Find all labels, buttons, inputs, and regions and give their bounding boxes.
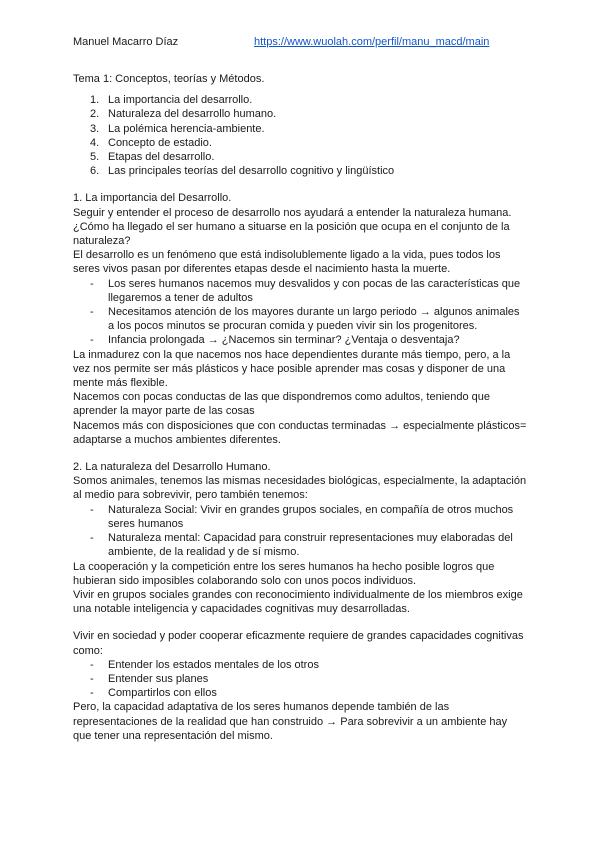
author-name: Manuel Macarro Díaz [73, 36, 179, 48]
list-item: - Los seres humanos nacemos muy desvalidos y con pocas de las características que llegaremos a tener de adultos [90, 277, 521, 304]
paragraph: Pero, la capacidad adaptativa de los seres humanos depende también de las representaciones de la realidad que han construido → Para sobrevivir a un ambiente hay que tener una representación del mismo. [73, 701, 508, 742]
paragraph: Somos animales, tenemos las mismas necesidades biológicas, especialmente, la adaptación al medio para sobrevivir, pero también tenemos: [73, 475, 527, 502]
toc-item: 1. La importancia del desarrollo. [90, 94, 253, 107]
section-heading: 2. La naturaleza del Desarrollo Humano. [73, 461, 271, 474]
bullet-list [73, 277, 528, 348]
list-item: - Compartirlos con ellos [90, 687, 217, 700]
toc-item: 5. Etapas del desarrollo. [90, 151, 215, 164]
paragraph: Vivir en sociedad y poder cooperar eficazmente requiere de grandes capacidades cognitivas como: [73, 630, 524, 657]
profile-link[interactable]: https://www.wuolah.com/perfil/manu_macd/main [254, 36, 490, 48]
page-header [73, 36, 560, 50]
toc-item: 2. Naturaleza del desarrollo humano. [90, 108, 277, 121]
toc-item: 6. Las principales teorías del desarrollo cognitivo y lingüístico [90, 165, 395, 178]
list-item: - Entender los estados mentales de los otros [90, 658, 319, 671]
paragraph: La inmadurez con la que nacemos nos hace dependientes durante más tiempo, pero, a la vez nos permite ser más plásticos y hace posible aprender mas cosas y disponer de una mente más flexible. [73, 348, 511, 390]
list-item: - Naturaleza Social: Vivir en grandes grupos sociales, en compañía de otros muchos seres humanos [90, 503, 514, 530]
list-item: - Necesitamos atención de los mayores durante un largo periodo → algunos animales a los pocos minutos se procuran comida y pueden vivir sin los progenitores. [90, 306, 520, 333]
toc-item: 4. Concepto de estadio. [90, 136, 212, 149]
paragraph: Nacemos más con disposiciones que con conductas terminadas → especialmente plásticos= adaptarse a muchos ambientes diferentes. [73, 419, 527, 446]
paragraph: El desarrollo es un fenómeno que está indisolublemente ligado a la vida, pues todos los seres vivos pasan por diferentes etapas desde el nacimiento hasta la muerte. [73, 249, 501, 276]
bullet-list [73, 503, 528, 560]
list-item: - Naturaleza mental: Capacidad para construir representaciones muy elaboradas del ambiente, de la realidad y de sí mismo. [90, 532, 513, 559]
list-item: - Entender sus planes [90, 672, 209, 685]
document-title: Tema 1: Conceptos, teorías y Métodos. [73, 73, 265, 85]
paragraph: Nacemos con pocas conductas de las que dispondremos como adultos, teniendo que aprender la mayor parte de las cosas [73, 391, 491, 418]
paragraph: Seguir y entender el proceso de desarrollo nos ayudará a entender la naturaleza humana. ¿Cómo ha llegado el ser humano a situarse en la posición que ocupa en el conjunto de la naturaleza? [73, 206, 512, 248]
paragraph: Vivir en grupos sociales grandes con reconocimiento individualmente de los miembros exige una notable inteligencia y capacidades cognitivas muy desarrolladas. [73, 588, 523, 616]
document-body [73, 72, 528, 743]
list-item: - Infancia prolongada → ¿Nacemos sin terminar? ¿Ventaja o desventaja? [90, 334, 460, 347]
toc-item: 3. La polémica herencia-ambiente. [90, 122, 265, 135]
paragraph: La cooperación y la competición entre los seres humanos ha hecho posible logros que hubieran sido imposibles colaborando solo con unos pocos individuos. [73, 560, 495, 587]
table-of-contents [73, 93, 528, 178]
section-heading: 1. La importancia del Desarrollo. [73, 192, 232, 205]
bullet-list [73, 658, 528, 701]
